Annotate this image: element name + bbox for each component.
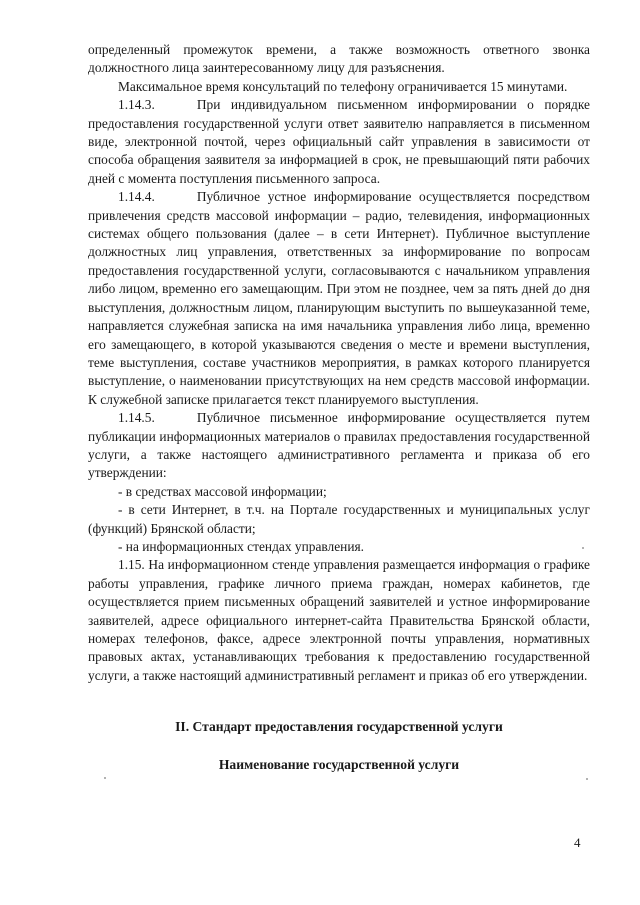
paragraph-continuation: определенный промежуток времени, а также возможность ответного звонка должностного лица заинтересованному лицу для разъяснения. [88,42,590,76]
section-heading: II. Стандарт предоставления государственной услуги [175,719,503,734]
paragraph-consultation-time: Максимальное время консультаций по телефону ограничивается 15 минутами. [118,78,568,94]
scan-speck [104,777,106,779]
document-body [88,41,590,685]
list-item: - в средствах массовой информации; [118,483,327,499]
scan-speck [582,547,584,549]
clause-number: 1.14.4. [118,189,155,205]
paragraph-1-14-3 [88,96,590,188]
scan-speck [586,778,588,780]
clause-number: 1.14.5. [118,410,155,426]
clause-text: Публичное письменное информирование осуществляется путем публикации информационных материалов о правилах предоставления государственной услуги, а также настоящего административного регламента и приказа об его утверждении: [88,410,590,481]
list-item: - в сети Интернет, в т.ч. на Портале государственных и муниципальных услуг (функций) Брянской области; [88,502,590,536]
paragraph-1-14-4 [88,188,590,409]
paragraph-1-14-5 [88,409,590,483]
clause-text: Публичное устное информирование осуществляется посредством привлечения средств массовой информации – радио, телевидения, информационных системах общего пользования (далее – в сети Интернет). Публичное выступление должностных лиц управления, ответственных за информирование по вопросам предоставления государственной услуги, согласовываются с начальником управления либо лицом, временно его замещающим. При этом не позднее, чем за пять дней до дня выступления, должностным лицом, планирующим выступить по вышеуказанной теме, направляется служебная записка на имя начальника управления либо лица, временно его замещающего, в которой указываются сведения о месте и времени выступления, теме выступления, составе участников мероприятия, в рамках которого планируется выступление, о наименовании присутствующих на нем средств массовой информации. К служебной записке прилагается текст планируемого выступления. [88,189,590,407]
clause-number: 1.15. [118,557,145,573]
clause-number: 1.14.3. [118,97,155,113]
paragraph-1-15 [88,556,590,685]
list-item: - на информационных стендах управления. [118,538,365,554]
page-number: 4 [574,835,581,850]
clause-text: При индивидуальном письменном информировании о порядке предоставления государственной услуги ответ заявителю направляется в письменном виде, электронной почтой, через официальный сайт управления в зависимости от способа обращения заявителя за информацией в срок, не превышающий пяти рабочих дней с момента поступления письменного запроса. [88,97,590,186]
clause-text: На информационном стенде управления размещается информация о графике работы управления, графике личного приема граждан, номерах кабинетов, где осуществляется прием письменных обращений заявителей и устное информирование заявителей, адресе официального интернет-сайта Правительства Брянской области, номерах телефонов, факсе, адресе электронной почты управления, нормативных правовых актах, устанавливающих требования к предоставлению государственной услуги, а также настоящий административный регламент и приказ об его утверждении. [88,557,590,683]
sub-heading: Наименование государственной услуги [218,757,460,772]
